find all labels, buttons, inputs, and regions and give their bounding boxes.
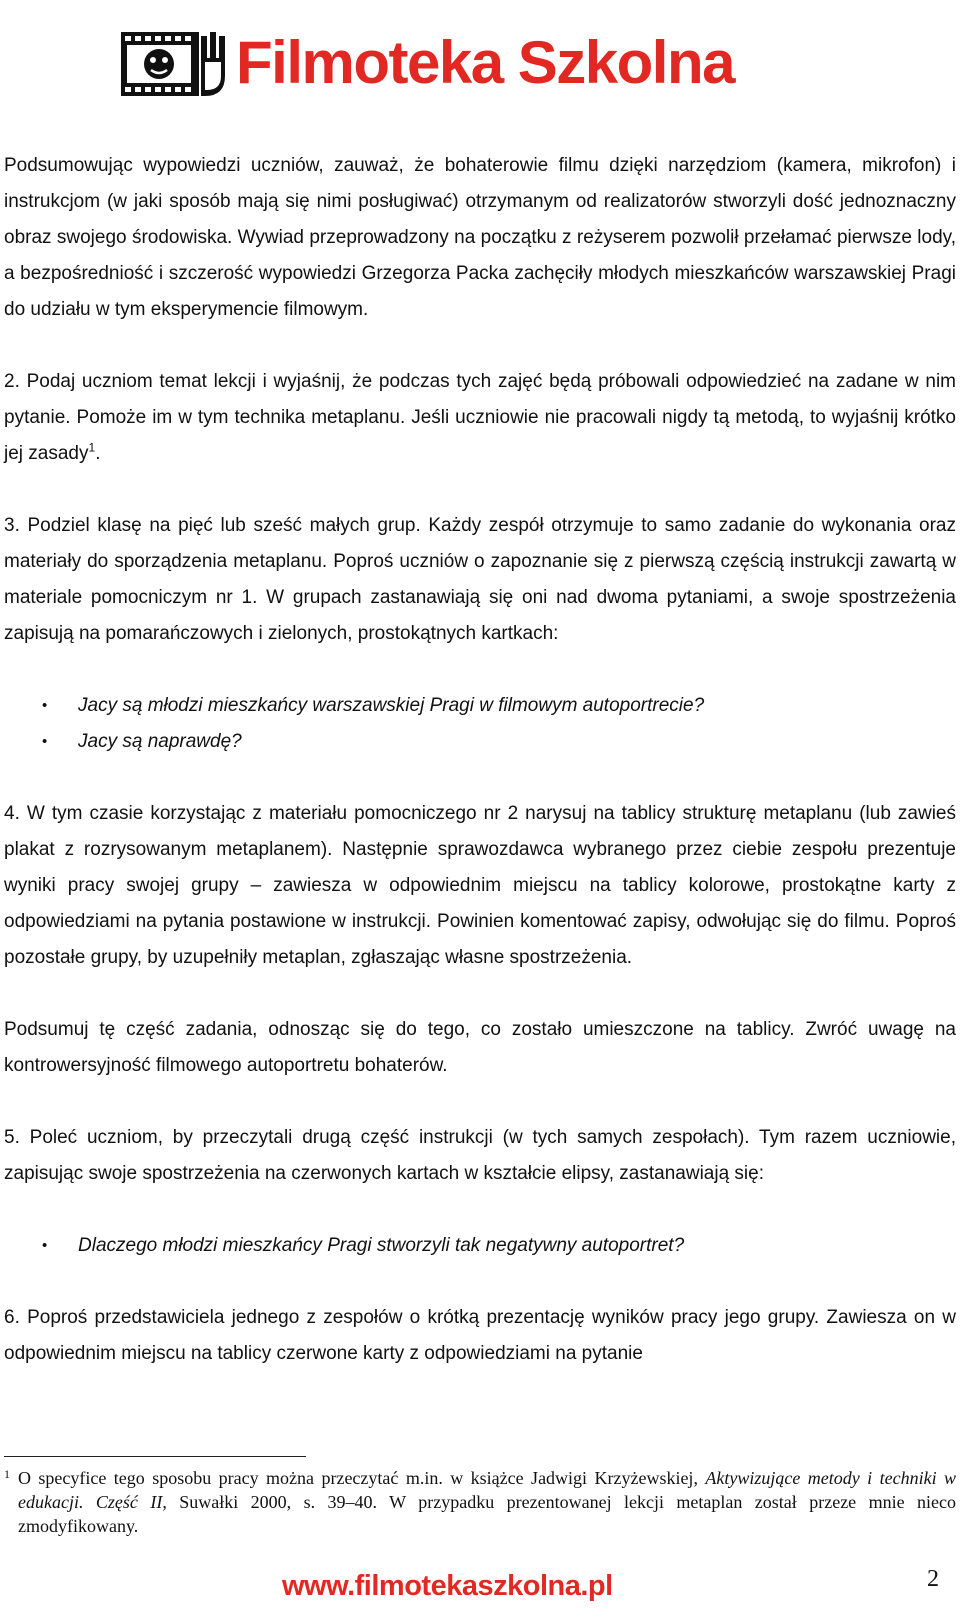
footnote-reference[interactable]: 1 — [88, 440, 96, 455]
question-text: Jacy są naprawdę? — [78, 731, 242, 752]
footnote-number: 1 — [4, 1467, 10, 1481]
paragraph-step-4: 4. W tym czasie korzystając z materiału pomocniczego nr 2 narysuj na tablicy strukturę metaplanu (lub zawieś plakat z rozrysowanym metaplanem). Następnie sprawozdawca wybranego przez ciebie zespołu prezentuje wyniki pracy swojej grupy – zawiesza w odpowiednim miejscu na tablicy kolorowe, prostokątne karty z odpowiedziami na pytania postawione w instrukcji. Powinien komentować zapisy, odwołując się do filmu. Poproś pozostałe grupy, by uzupełniły metaplan, zgłaszając własne spostrzeżenia. — [4, 803, 956, 968]
paragraph-step-2 — [4, 364, 956, 472]
paragraph-summary: Podsumowując wypowiedzi uczniów, zauważ, że bohaterowie filmu dzięki narzędziom (kamera, mikrofon) i instrukcjom (w jaki sposób mają się nimi posługiwać) otrzymanym od realizatorów stworzyli dość jednoznaczny obraz swojego środowiska. Wywiad przeprowadzony na początku z reżyserem pozwolił przełamać pierwsze lody, a bezpośredniość i szczerość wypowiedzi Grzegorza Packa zachęciły młodych mieszkańców warszawskiej Pragi do udziału w tym eksperymencie filmowym. — [4, 155, 956, 320]
footnote-book-title: Aktywizujące metody i techniki w edukacji. Część II — [18, 1468, 956, 1512]
bullet-icon: • — [42, 697, 48, 714]
paragraph-summary-2: Podsumuj tę część zadania, odnosząc się do tego, co zostało umieszczone na tablicy. Zwróć uwagę na kontrowersyjność filmowego autoportretu bohaterów. — [4, 1019, 956, 1076]
page-header — [0, 22, 960, 102]
list-item — [4, 1228, 956, 1264]
bullet-icon: • — [42, 1237, 48, 1254]
bullet-icon: • — [42, 733, 48, 750]
film-reel-hand-icon — [121, 28, 233, 100]
logo-text: Filmoteka Szkolna — [236, 29, 734, 96]
question-text: Dlaczego młodzi mieszkańcy Pragi stworzyli tak negatywny autoportret? — [78, 1235, 685, 1256]
footnote-text-end: , Suwałki 2000, s. 39–40. W przypadku prezentowanej lekcji metaplan został przeze mnie nieco zmodyfikowany. — [18, 1492, 956, 1536]
page-number: 2 — [927, 1566, 939, 1592]
footnote — [4, 1466, 956, 1538]
paragraph-step-5: 5. Poleć uczniom, by przeczytali drugą część instrukcji (w tych samych zespołach). Tym razem uczniowie, zapisując swoje spostrzeżenia na czerwonych kartach w kształcie elipsy, zastanawiają się: — [4, 1127, 956, 1184]
list-item — [4, 724, 956, 760]
paragraph-step-3: 3. Podziel klasę na pięć lub sześć małych grup. Każdy zespół otrzymuje to samo zadanie do wykonania oraz materiały do sporządzenia metaplanu. Poproś uczniów o zapoznanie się z pierwszą częścią instrukcji zawartą w materiale pomocniczym nr 1. W grupach zastanawiają się oni nad dwoma pytaniami, a swoje spostrzeżenia zapisują na pomarańczowych i zielonych, prostokątnych kartkach: — [4, 515, 956, 644]
question-text: Jacy są młodzi mieszkańcy warszawskiej Pragi w filmowym autoportrecie? — [78, 695, 705, 716]
paragraph-step-2-text: 2. Podaj uczniom temat lekcji i wyjaśnij, że podczas tych zajęć będą próbowali odpowiedzieć na zadane w nim pytanie. Pomoże im w tym technika metaplanu. Jeśli uczniowie nie pracowali nigdy tą metodą, to wyjaśnij krótko jej zasady — [4, 371, 956, 464]
question-list-1 — [4, 688, 956, 760]
paragraph-step-6: 6. Poproś przedstawiciela jednego z zespołów o krótką prezentację wyników pracy jego grupy. Zawiesza on w odpowiednim miejscu na tablicy czerwone karty z odpowiedziami na pytanie — [4, 1307, 956, 1364]
list-item — [4, 688, 956, 724]
footnote-body — [4, 1466, 956, 1538]
document-body — [4, 148, 956, 1408]
sentence-end: . — [95, 443, 101, 464]
footnote-separator — [4, 1456, 306, 1457]
question-list-2 — [4, 1228, 956, 1264]
footer-url-link[interactable]: www.filmotekaszkolna.pl — [282, 1570, 613, 1602]
footnote-text-start: O specyfice tego sposobu pracy można przeczytać m.in. w książce Jadwigi Krzyżewskiej, — [18, 1468, 706, 1488]
